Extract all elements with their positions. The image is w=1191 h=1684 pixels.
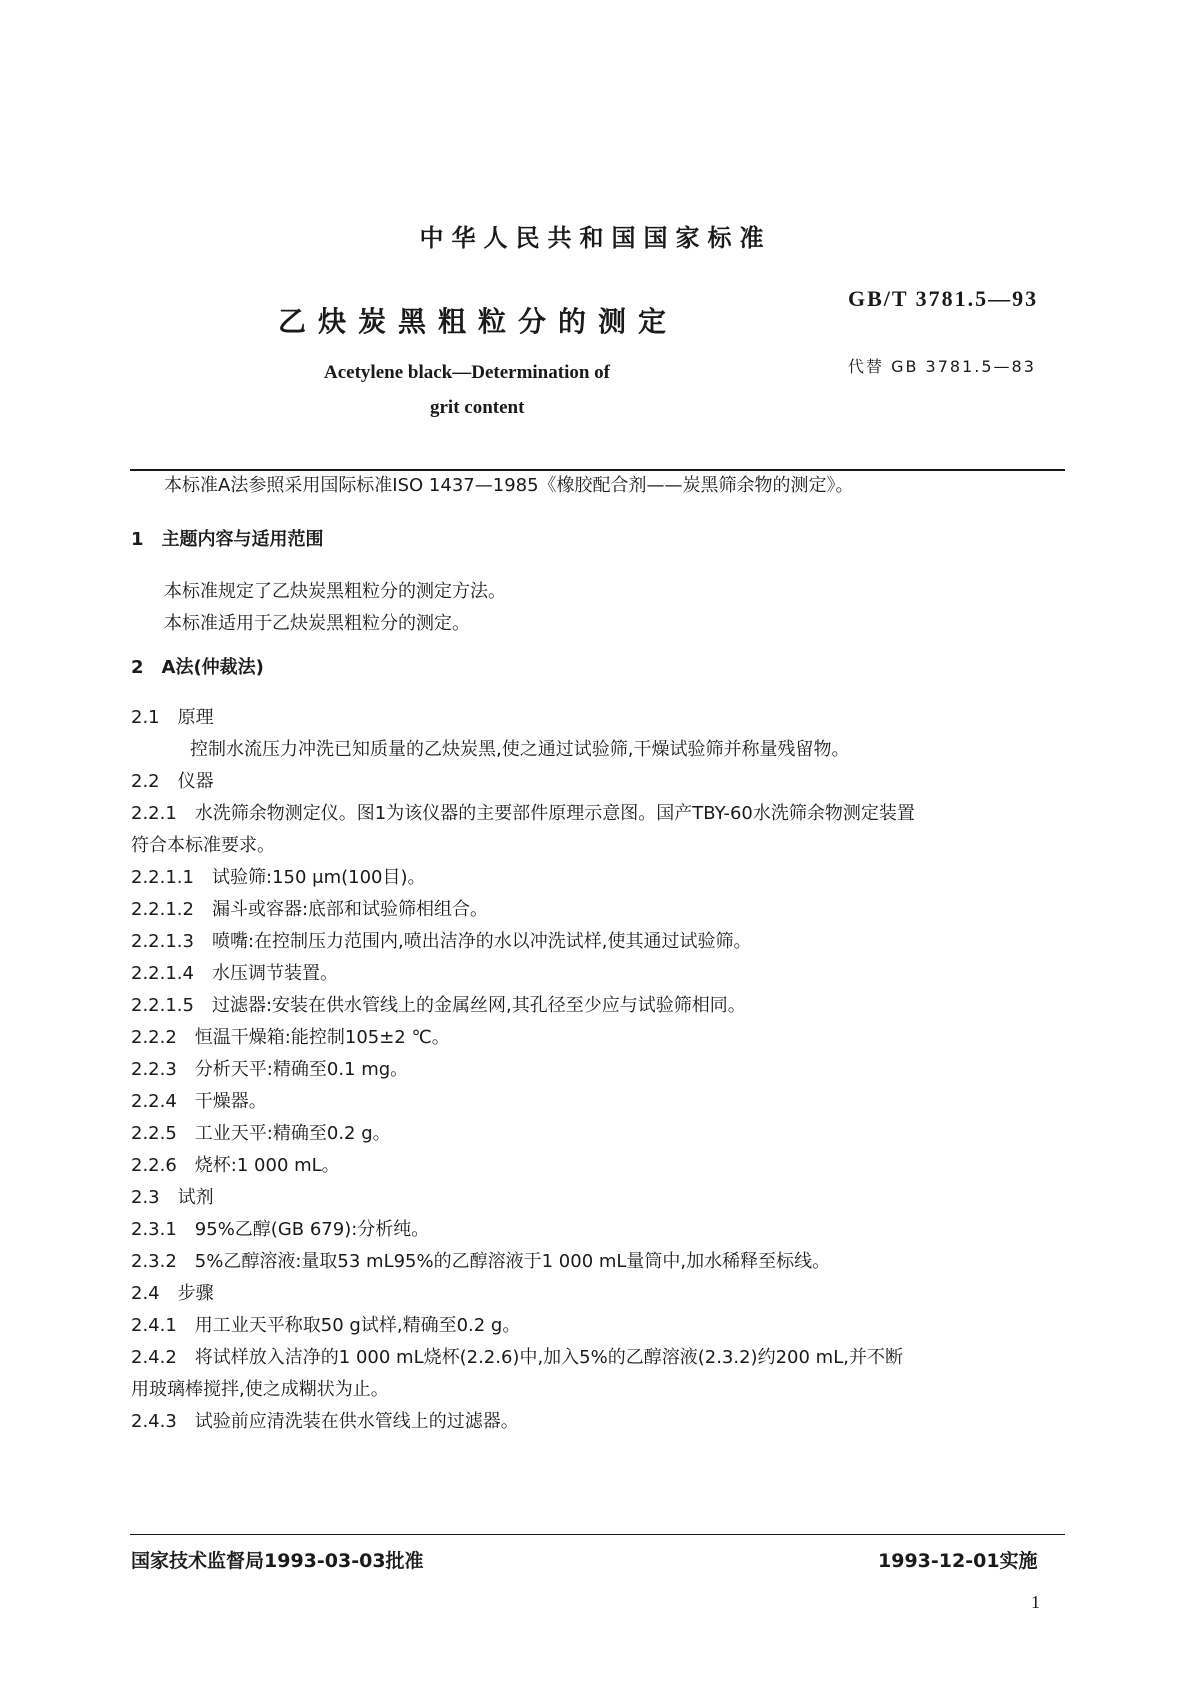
clause-text: 2.2.1.3 喷嘴:在控制压力范围内,喷出洁净的水以冲洗试样,使其通过试验筛。: [131, 931, 752, 952]
clause-text: 2.3.1 95%乙醇(GB 679):分析纯。: [131, 1219, 430, 1240]
clause-text: 控制水流压力冲洗已知质量的乙炔炭黑,使之通过试验筛,干燥试验筛并称量残留物。: [190, 739, 850, 760]
clause-text: 2.4.3 试验前应清洗装在供水管线上的过滤器。: [131, 1411, 519, 1432]
section-1-heading: 1 主题内容与适用范围: [131, 529, 324, 550]
document-title-en-line1: Acetylene black—Determination of: [324, 362, 610, 383]
replaces-standard: 代替 GB 3781.5—83: [848, 357, 1036, 376]
page-number: 1: [1031, 1592, 1040, 1612]
clause-text: 2.4.1 用工业天平称取50 g试样,精确至0.2 g。: [131, 1315, 521, 1336]
clause-text: 用玻璃棒搅拌,使之成糊状为止。: [131, 1379, 389, 1400]
section-1-paragraph: 本标准适用于乙炔炭黑粗粒分的测定。: [164, 613, 470, 634]
national-standard-heading: 中华人民共和国国家标准: [419, 224, 772, 252]
document-title-en-line2: grit content: [430, 397, 525, 418]
clause-heading: 2.3 试剂: [131, 1187, 214, 1208]
document-title-cn: 乙炔炭黑粗粒分的测定: [278, 305, 679, 338]
clause-text: 2.4.2 将试样放入洁净的1 000 mL烧杯(2.2.6)中,加入5%的乙醇溶液(2.3.2)约200 mL,并不断: [131, 1347, 903, 1368]
effective-date: 1993-12-01实施: [878, 1550, 1038, 1572]
clause-text: 符合本标准要求。: [131, 835, 275, 856]
standard-code: GB/T 3781.5—93: [848, 286, 1039, 311]
clause-text: 2.2.6 烧杯:1 000 mL。: [131, 1155, 340, 1176]
section-2-heading: 2 A法(仲裁法): [131, 657, 264, 678]
section-1-paragraph: 本标准规定了乙炔炭黑粗粒分的测定方法。: [164, 581, 506, 602]
clause-text: 2.3.2 5%乙醇溶液:量取53 mL95%的乙醇溶液于1 000 mL量筒中,加水稀释至标线。: [131, 1251, 831, 1272]
clause-text: 2.2.5 工业天平:精确至0.2 g。: [131, 1123, 391, 1144]
clause-text: 2.2.2 恒温干燥箱:能控制105±2 ℃。: [131, 1027, 450, 1048]
clause-heading: 2.1 原理: [131, 707, 214, 728]
clause-text: 2.2.1 水洗筛余物测定仪。图1为该仪器的主要部件原理示意图。国产TBY-60水洗筛余物测定装置: [131, 803, 915, 824]
clause-heading: 2.2 仪器: [131, 771, 214, 792]
clause-heading: 2.4 步骤: [131, 1283, 214, 1304]
intro-paragraph: 本标准A法参照采用国际标准ISO 1437—1985《橡胶配合剂——炭黑筛余物的测定》。: [164, 475, 854, 496]
clause-text: 2.2.1.2 漏斗或容器:底部和试验筛相组合。: [131, 899, 489, 920]
header-divider: [130, 469, 1065, 471]
clause-text: 2.2.3 分析天平:精确至0.1 mg。: [131, 1059, 409, 1080]
clause-text: 2.2.1.1 试验筛:150 μm(100目)。: [131, 867, 426, 888]
clause-text: 2.2.4 干燥器。: [131, 1091, 267, 1112]
clause-text: 2.2.1.5 过滤器:安装在供水管线上的金属丝网,其孔径至少应与试验筛相同。: [131, 995, 746, 1016]
approval-date: 国家技术监督局1993-03-03批准: [131, 1550, 424, 1572]
footer-divider: [130, 1534, 1065, 1535]
clause-text: 2.2.1.4 水压调节装置。: [131, 963, 338, 984]
